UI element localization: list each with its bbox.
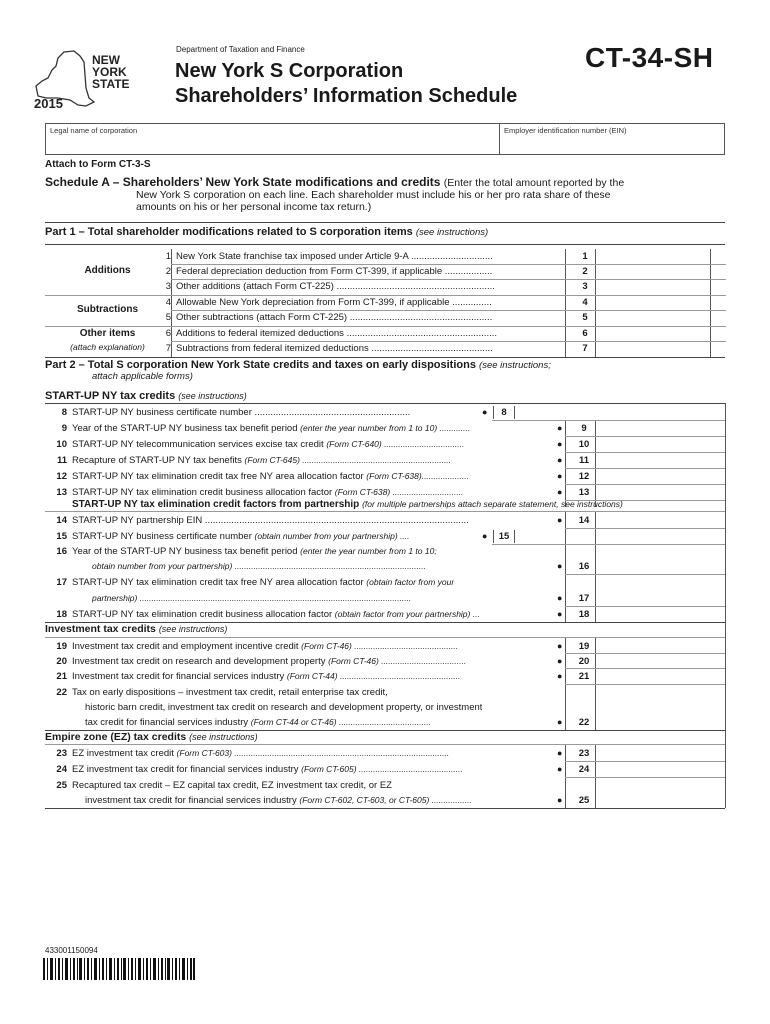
line-note: obtain number from your partnership) ................................................................................. (92, 561, 426, 571)
startup-title: START-UP NY tax credits (45, 390, 176, 402)
line-note: (obtain factor from your partnership) ... (334, 609, 480, 619)
line-number: 2 (165, 266, 171, 277)
line-text: Investment tax credit for financial services industry (72, 671, 285, 682)
line-number: 24 (56, 764, 67, 775)
line-text: Investment tax credit on research and development property (72, 656, 326, 667)
partnership-heading (72, 499, 623, 510)
line-text: Year of the START-UP NY business tax benefit period (72, 423, 298, 434)
line-number: 5 (165, 312, 171, 323)
investment-note: (see instructions) (158, 624, 228, 634)
line-number: 15 (56, 531, 67, 542)
line-box-number: 20 (578, 656, 590, 667)
line-number: 4 (165, 297, 171, 308)
line-text: Tax on early dispositions – investment tax credit, retail enterprise tax credit, (72, 687, 388, 698)
line-box-number: 15 (493, 530, 515, 543)
line-box-number: 21 (578, 671, 590, 682)
line-number: 11 (56, 455, 67, 466)
partnership-note: (for multiple partnerships attach separate statement, see instructions) (362, 499, 623, 509)
line-note: (Form CT-645) ............................................................... (244, 455, 452, 465)
line-note: (Form CT-602, CT-603, or CT-605) ................. (299, 795, 472, 805)
line-box-number: 18 (578, 609, 590, 620)
line-note: (Form CT-638).................... (366, 471, 469, 481)
line-number: 13 (56, 487, 67, 498)
form-title-line2: Shareholders’ Information Schedule (175, 85, 518, 107)
line-box-number: 7 (582, 343, 588, 354)
line-text: EZ investment tax credit for financial services industry (72, 764, 299, 775)
line-note: (Form CT-640) .................................. (326, 439, 465, 449)
line-box-number: 4 (582, 297, 588, 308)
legal-name-label: Legal name of corporation (50, 126, 138, 135)
line-box-number: 8 (493, 406, 515, 419)
line-box-number: 23 (578, 748, 590, 759)
line-box-number: 5 (582, 312, 588, 323)
part1-heading (45, 226, 488, 238)
line-text: Year of the START-UP NY business tax benefit period (72, 546, 298, 557)
identification-box (45, 123, 725, 155)
ez-section-heading (45, 731, 258, 743)
line-note: (Form CT-46) ............................................ (301, 641, 459, 651)
line-text: Recaptured tax credit – EZ capital tax credit, EZ investment tax credit, or EZ (72, 780, 392, 791)
line-text: Investment tax credit and employment incentive credit (72, 641, 299, 652)
part2-title: Part 2 – Total S corporation New York State credits and taxes on early dispositions (45, 359, 476, 371)
line-note: (Form CT-603) ........................................................................................... (176, 748, 450, 758)
line-text: START-UP NY tax elimination credit business allocation factor (72, 487, 333, 498)
line-box-number: 24 (578, 764, 590, 775)
startup-note: (see instructions) (178, 391, 247, 401)
part1-title: Part 1 – Total shareholder modifications related to S corporation items (45, 226, 413, 238)
form-number: CT-34-SH (585, 42, 714, 73)
line-text: Other subtractions (attach Form CT-225) ...................................................... (176, 312, 493, 323)
part1-note: (see instructions) (415, 227, 489, 238)
line-text: START-UP NY tax elimination credit business allocation factor (72, 609, 333, 620)
partnership-title: START-UP NY tax elimination credit factors from partnership (72, 499, 360, 510)
department-name: Department of Taxation and Finance (176, 45, 305, 54)
part2-heading (45, 360, 725, 382)
line-note: partnership) ................................................................................................................... (92, 593, 412, 603)
line-note: (obtain factor from your (366, 577, 455, 587)
line-text: Recapture of START-UP NY tax benefits (72, 455, 242, 466)
group-other-items: Other items (79, 328, 136, 339)
part1-amount-column[interactable] (596, 250, 709, 355)
schedule-a-title: Schedule A – Shareholders’ New York State modifications and credits (45, 175, 441, 189)
line-number: 23 (56, 748, 67, 759)
line-number: 25 (56, 780, 67, 791)
line-number: 18 (56, 609, 67, 620)
line-box-number: 25 (578, 795, 590, 806)
line-note: (Form CT-46) .................................... (328, 656, 467, 666)
line-text: EZ investment tax credit (72, 748, 174, 759)
logo-line-2: YORK (92, 65, 127, 79)
line-text: Subtractions from federal itemized deductions .............................................. (176, 343, 493, 354)
line-number: 6 (165, 328, 171, 339)
line-text: Additions to federal itemized deductions ......................................................... (176, 328, 498, 339)
line-box-number: 10 (578, 439, 590, 450)
group-additions: Additions (84, 265, 131, 276)
line-note: (Form CT-44) ................................................... (286, 671, 461, 681)
line-8-field[interactable] (516, 404, 770, 420)
line-note: (enter the year number from 1 to 10; (300, 546, 437, 556)
investment-section-heading (45, 623, 227, 635)
line-box-number: 6 (582, 328, 588, 339)
line-box-number: 3 (582, 281, 588, 292)
schedule-a-heading (45, 176, 730, 213)
line-text: START-UP NY business certificate number ........................................................... (72, 407, 411, 418)
investment-amount-fields[interactable] (596, 639, 724, 729)
line-number: 12 (56, 471, 67, 482)
line-box-number: 14 (578, 515, 590, 526)
line-number: 8 (61, 407, 67, 418)
barcode-number: 433001150094 (45, 946, 98, 955)
barcode (43, 958, 195, 980)
line-box-number: 22 (578, 717, 590, 728)
line-number: 20 (56, 656, 67, 667)
group-other-items-note: (attach explanation) (70, 342, 145, 352)
nys-logo (34, 48, 159, 114)
line-box-number: 1 (582, 251, 588, 262)
startup-section-heading (45, 390, 247, 402)
line-text: Allowable New York depreciation from Form CT-399, if applicable ............... (176, 297, 492, 308)
line-box-number: 17 (578, 593, 590, 604)
line-text: New York State franchise tax imposed under Article 9-A ............................... (176, 251, 493, 262)
line-text: tax credit for financial services industry (85, 717, 249, 728)
line-box-number: 2 (582, 266, 588, 277)
part2-note: (see instructions; (479, 360, 551, 371)
form-title-line1: New York S Corporation (175, 60, 404, 82)
form-year: 2015 (34, 96, 63, 111)
schedule-a-note-3: amounts on his or her personal income tax return.) (136, 201, 372, 213)
line-text: START-UP NY tax elimination credit tax free NY area allocation factor (72, 577, 364, 588)
part2-note-2: attach applicable forms) (92, 371, 193, 382)
line-number: 22 (56, 687, 67, 698)
group-subtractions: Subtractions (76, 304, 139, 315)
line-note: (obtain number from your partnership) .... (254, 531, 410, 541)
line-text: historic barn credit, investment tax credit on research and development property, or investment (85, 702, 483, 713)
line-box-number: 11 (578, 455, 590, 466)
line-text: START-UP NY partnership EIN .................................................................................................... (72, 515, 469, 526)
logo-line-3: STATE (92, 77, 130, 91)
logo-line-1: NEW (92, 53, 120, 67)
line-number: 21 (56, 671, 67, 682)
schedule-a-note-2: New York S corporation on each line. Each shareholder must include his or her pro rata share of these (136, 189, 611, 201)
line-number: 14 (56, 515, 67, 526)
line-number: 7 (165, 343, 171, 354)
line-text: START-UP NY tax elimination credit tax free NY area allocation factor (72, 471, 364, 482)
line-text: Other additions (attach Form CT-225) ............................................................ (176, 281, 495, 292)
ez-title: Empire zone (EZ) tax credits (45, 731, 187, 743)
ez-note: (see instructions) (189, 732, 258, 742)
line-box-number: 16 (578, 561, 590, 572)
line-number: 1 (165, 251, 171, 262)
line-box-number: 13 (578, 487, 590, 498)
ez-amount-fields[interactable] (596, 746, 724, 807)
ein-label: Employer identification number (EIN) (504, 126, 627, 135)
line-number: 19 (56, 641, 67, 652)
line-text: investment tax credit for financial services industry (85, 795, 297, 806)
line-number: 16 (56, 546, 67, 557)
line-text: Federal depreciation deduction from Form CT-399, if applicable .................. (176, 266, 493, 277)
legal-name-field[interactable] (48, 136, 497, 154)
line-note: (Form CT-44 or CT-46) ....................................... (250, 717, 432, 727)
line-note: (Form CT-638) .............................. (334, 487, 464, 497)
line-number: 9 (61, 423, 67, 434)
investment-title: Investment tax credits (45, 623, 156, 635)
schedule-a-note-1: (Enter the total amount reported by the (443, 177, 625, 189)
line-note: (Form CT-605) ............................................ (301, 764, 463, 774)
startup-amount-fields[interactable] (596, 421, 724, 499)
line-box-number: 19 (578, 641, 590, 652)
attach-instruction: Attach to Form CT-3-S (45, 159, 151, 170)
line-number: 17 (56, 577, 67, 588)
line-number: 3 (165, 281, 171, 292)
line-note: (enter the year number from 1 to 10) ............. (300, 423, 471, 433)
line-number: 10 (56, 439, 67, 450)
line-text: START-UP NY telecommunication services excise tax credit (72, 439, 324, 450)
line-box-number: 12 (578, 471, 590, 482)
ein-field[interactable] (502, 136, 722, 154)
partnership-amount-fields[interactable] (596, 513, 724, 621)
line-text: START-UP NY business certificate number (72, 531, 252, 542)
line-box-number: 9 (581, 423, 587, 434)
